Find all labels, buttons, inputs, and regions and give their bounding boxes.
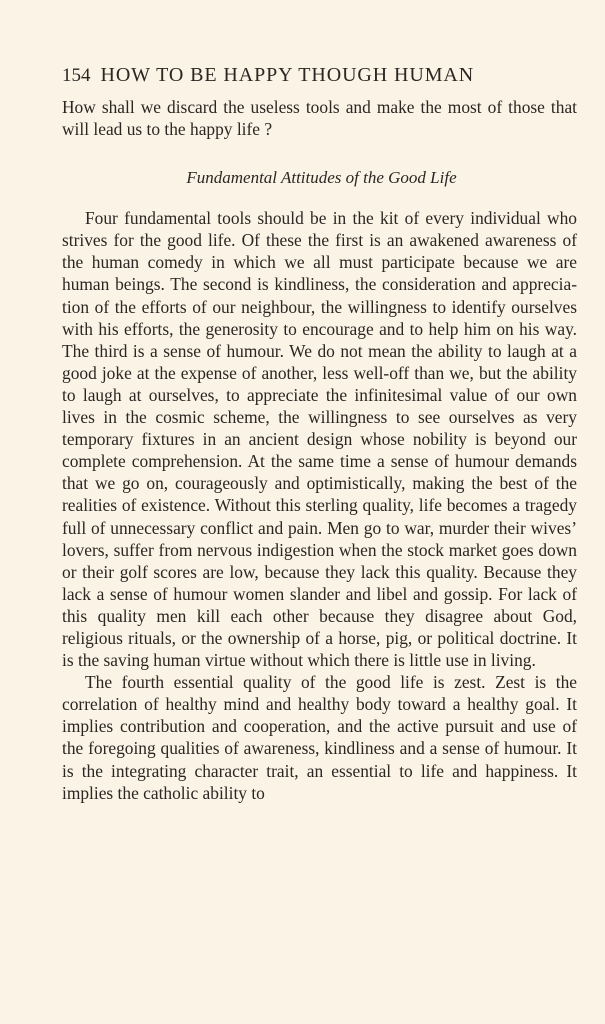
page-number: 154 xyxy=(62,65,91,86)
intro-paragraph: How shall we discard the useless tools and make the most of those that will lead us to the happy life ? xyxy=(62,97,577,140)
body-paragraph: The fourth essential quality of the good life is zest. Zest is the correlation of healthy mind and healthy body toward a healthy goal. It implies contribution and cooperation, and the active pursuit and use of the foregoing qualities of awareness, kindliness and a sense of humour. It is the integrating character trait, an essential to life and happiness. It implies the catholic ability to xyxy=(62,672,577,803)
book-title: HOW TO BE HAPPY THOUGH HUMAN xyxy=(100,64,475,86)
body-paragraph: Four fundamental tools should be in the kit of every individual who strives for the good life. Of these the first is an awakened awareness of the human comedy in which we all must participate because we are human beings. The second is kindliness, the consideration and appreciation of the efforts of our neighbour, the willingness to identify ourselves with his efforts, the generosity to encourage and to help him on his way. The third is a sense of humour. We do not mean the ability to laugh at a good joke at the expense of another, less well-off than we, but the ability to laugh at ourselves, to appreciate the infinitesimal value of our own lives in the cosmic scheme, the willingness to see ourselves as very temporary fixtures in an ancient design whose nobility is beyond our complete comprehension. At the same time a sense of humour demands that we go on, courageously and optimistically, making the best of the realities of existence. Without this sterling quality, life becomes a tragedy full of unnecessary conflict and pain. Men go to war, murder their wives’ lovers, suffer from nervous indigestion when the stock market goes down or their golf scores are low, because they lack this quality. Because they lack a sense of humour women slander and libel and gossip. For lack of this quality men kill each other because they disagree about God, religious rituals, or the ownership of a horse, pig, or political doctrine. It is the saving human virtue without which there is little use in living. xyxy=(62,208,577,671)
running-head xyxy=(62,62,577,90)
section-heading: Fundamental Attitudes of the Good Life xyxy=(186,168,457,188)
